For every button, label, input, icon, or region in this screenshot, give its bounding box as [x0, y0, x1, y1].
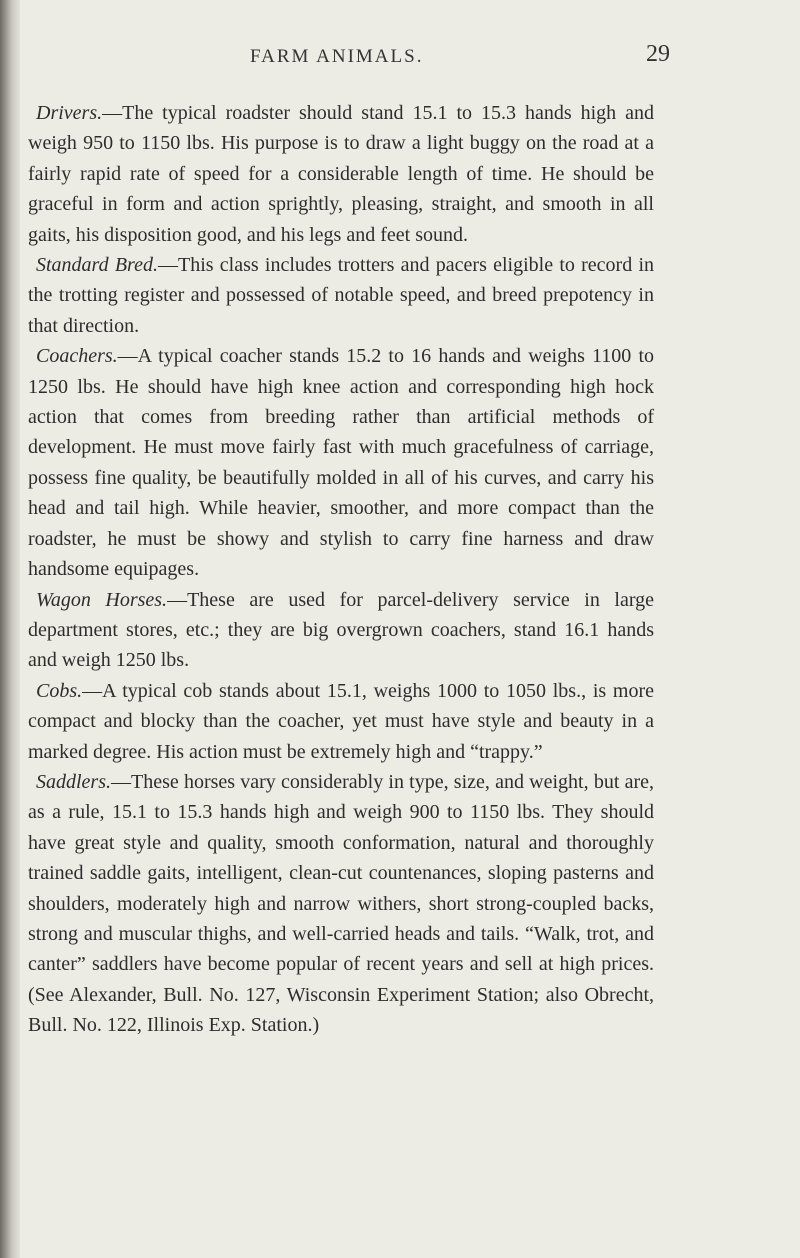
paragraph-drivers — [28, 98, 654, 250]
paragraph-title: Drivers. — [36, 102, 103, 124]
binding-gutter-shadow — [0, 0, 20, 1258]
paragraph-coachers — [28, 341, 654, 584]
paragraph-cobs — [28, 676, 654, 767]
paragraph-text: —A typical coacher stands 15.2 to 16 hands and weighs 1100 to 1250 lbs. He should have high knee action and corresponding high hock action that comes from breeding rather than artificial methods of development. He must move fairly fast with much gracefulness of carriage, possess fine quality, be beautifully molded in all of his curves, and carry his head and tail high. While heavier, smoother, and more compact than the roadster, he must be showy and stylish to carry fine harness and draw handsome equipages. — [28, 345, 654, 581]
paragraph-text: —The typical roadster should stand 15.1 to 15.3 hands high and weigh 950 to 1150 lbs. His purpose is to draw a light buggy on the road at a fairly rapid rate of speed for a considerable length of time. He should be graceful in form and action sprightly, pleasing, straight, and smooth in all gaits, his disposition good, and his legs and feet sound. — [28, 102, 654, 246]
paragraph-title: Coachers. — [36, 345, 118, 368]
paragraph-text: —These horses vary considerably in type, size, and weight, but are, as a rule, 15.1 to 15.3 hands high and weigh 900 to 1150 lbs. They should have great style and quality, smooth conformation, natural and thoroughly trained saddle gaits, intelligent, clean-cut countenances, sloping pasterns and shoulders, moderately high and narrow withers, short strong-coupled backs, strong and muscular thighs, and well-carried heads and tails. “Walk, trot, and canter” saddlers have become popular of recent years and sell at high prices. (See Alexander, Bull. No. 127, Wisconsin Experiment Station; also Obrecht, Bull. No. 122, Illinois Exp. Station.) — [28, 770, 654, 1037]
paragraph-title: Standard Bred. — [36, 254, 158, 277]
paragraph-text: —This class includes trotters and pacers eligible to record in the trotting register and possessed of notable speed, and breed prepotency in that direction. — [28, 254, 655, 337]
running-head: FARM ANIMALS. — [250, 46, 424, 67]
page-header — [250, 41, 670, 76]
paragraph-saddlers — [28, 767, 654, 1041]
paragraph-title: Wagon Horses. — [36, 588, 168, 611]
paragraph-title: Saddlers. — [36, 770, 111, 793]
page-number: 29 — [646, 41, 670, 67]
paragraph-standard-bred — [28, 250, 654, 341]
body-text — [28, 98, 654, 1041]
paragraph-title: Cobs. — [36, 679, 83, 702]
paragraph-text: —These are used for parcel-delivery service in large department stores, etc.; they are big overgrown coachers, stand 16.1 hands and weigh 1250 lbs. — [28, 588, 654, 672]
paragraph-wagon-horses — [28, 585, 654, 676]
paragraph-text: —A typical cob stands about 15.1, weighs 1000 to 1050 lbs., is more compact and blocky than the coacher, yet must have style and beauty in a marked degree. His action must be extremely high and “trappy.” — [28, 679, 654, 763]
